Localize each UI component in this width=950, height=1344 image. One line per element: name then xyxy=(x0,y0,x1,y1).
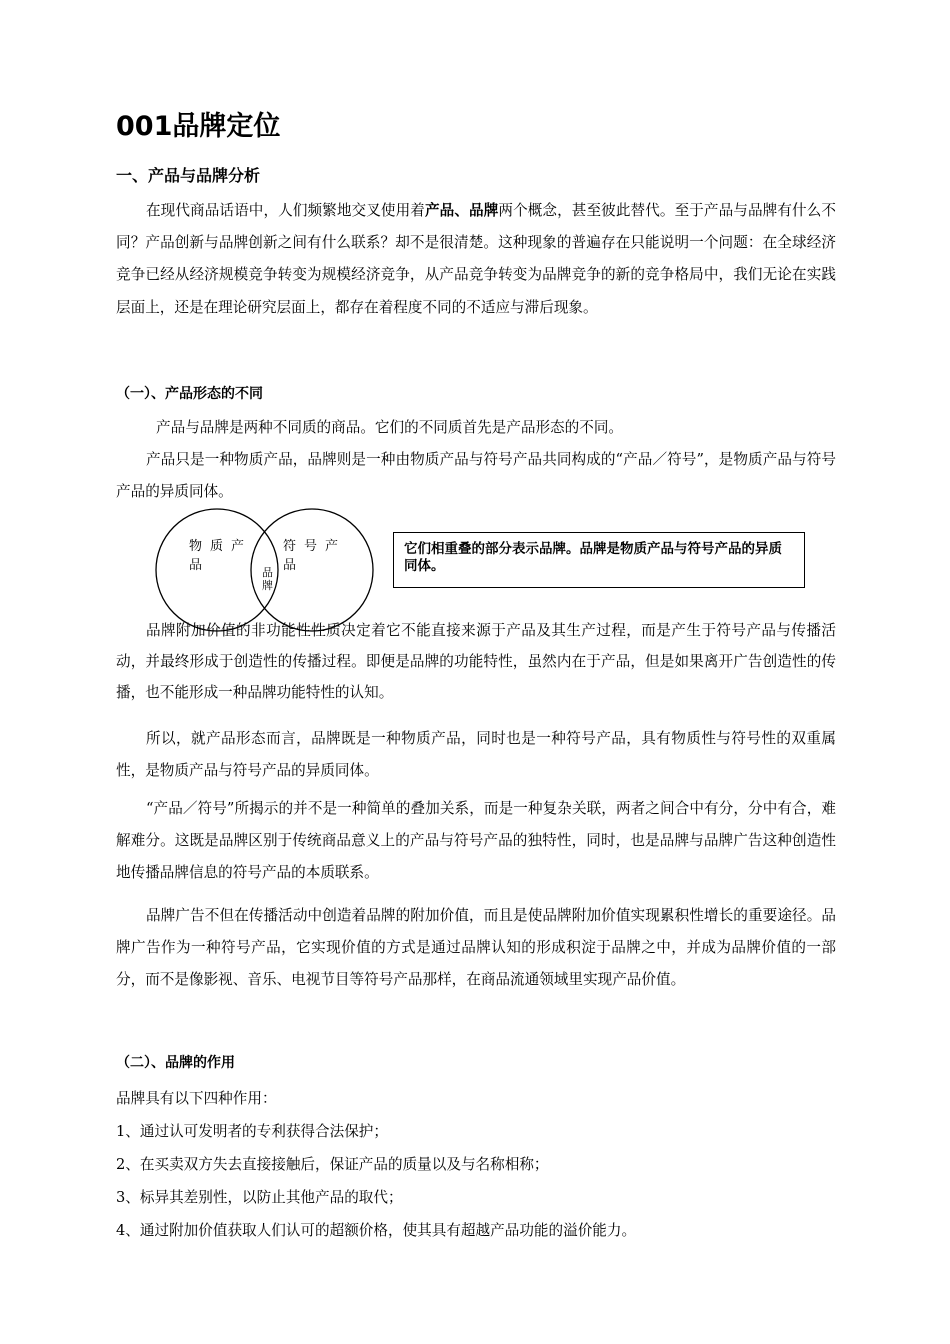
paragraph-form-6: 品牌广告不但在传播活动中创造着品牌的附加价值，而且是使品牌附加价值实现累积性增长的重要途径。品牌广告作为一种符号产品，它实现价值的方式是通过品牌认知的形成积淀于品牌之中，并成为品牌价值的一部分，而不是像影视、音乐、电视节目等符号产品那样，在商品流通领域里实现产品价值。 xyxy=(116,907,836,989)
paragraph-form-5: “产品／符号”所揭示的并不是一种简单的叠加关系，而是一种复杂关联，两者之间合中有分，分中有合，难解难分。这既是品牌区别于传统商品意义上的产品与符号产品的独特性，同时，也是品牌与品牌广告这种创造性地传播品牌信息的符号产品的本质联系。 xyxy=(116,800,836,882)
intro-bold-terms: 产品、品牌 xyxy=(424,202,499,219)
role-intro: 品牌具有以下四种作用： xyxy=(116,1090,277,1107)
paragraph-form-1: 产品与品牌是两种不同质的商品。它们的不同质首先是产品形态的不同。 xyxy=(156,419,624,436)
symbol-product-label: 符号产品 xyxy=(283,539,347,573)
intro-paragraph xyxy=(116,195,836,324)
venn-diagram xyxy=(150,503,830,633)
subsection-heading-form: （一）、产品形态的不同 xyxy=(116,386,263,402)
intro-text-start: 在现代商品话语中，人们频繁地交叉使用着 xyxy=(146,202,425,219)
role-item-4: 4、通过附加价值获取人们认可的超额价格，使其具有超越产品功能的溢价能力。 xyxy=(116,1222,637,1239)
diagram-note-box: 它们相重叠的部分表示品牌。品牌是物质产品与符号产品的异质同体。 xyxy=(393,532,805,588)
subsection-heading-role: （二）、品牌的作用 xyxy=(116,1055,235,1071)
page-title: 001品牌定位 xyxy=(116,111,281,142)
role-item-1: 1、通过认可发明者的专利获得合法保护； xyxy=(116,1123,388,1140)
paragraph-form-2: 产品只是一种物质产品，品牌则是一种由物质产品与符号产品共同构成的“产品／符号”，是物质产品与符号产品的异质同体。 xyxy=(116,451,836,501)
intro-text-end: 两个概念，甚至彼此替代。至于产品与品牌有什么不同？产品创新与品牌创新之间有什么联系？却不是很清楚。这种现象的普遍存在只能说明一个问题：在全球经济竞争已经从经济规模竞争转变为规模经济竞争，从产品竞争转变为品牌竞争的新的竞争格局中，我们无论在实践层面上，还是在理论研究层面上，都存在着程度不同的不适应与滞后现象。 xyxy=(116,202,836,316)
material-product-label: 物质产品 xyxy=(189,539,253,573)
paragraph-form-3: 品牌附加价值的非功能性性质决定着它不能直接来源于产品及其生产过程，而是产生于符号产品与传播活动，并最终形成于创造性的传播过程。即便是品牌的功能特性，虽然内在于产品，但是如果离开广告创造性的传播，也不能形成一种品牌功能特性的认知。 xyxy=(116,622,836,701)
role-item-2: 2、在买卖双方失去直接接触后，保证产品的质量以及与名称相称； xyxy=(116,1156,549,1173)
role-item-3: 3、标异其差别性，以防止其他产品的取代； xyxy=(116,1189,403,1206)
paragraph-form-4: 所以，就产品形态而言，品牌既是一种物质产品，同时也是一种符号产品，具有物质性与符号性的双重属性，是物质产品与符号产品的异质同体。 xyxy=(116,730,836,780)
brand-overlap-label: 品牌 xyxy=(262,566,273,592)
section-heading-product-brand: 一、产品与品牌分析 xyxy=(116,166,261,185)
